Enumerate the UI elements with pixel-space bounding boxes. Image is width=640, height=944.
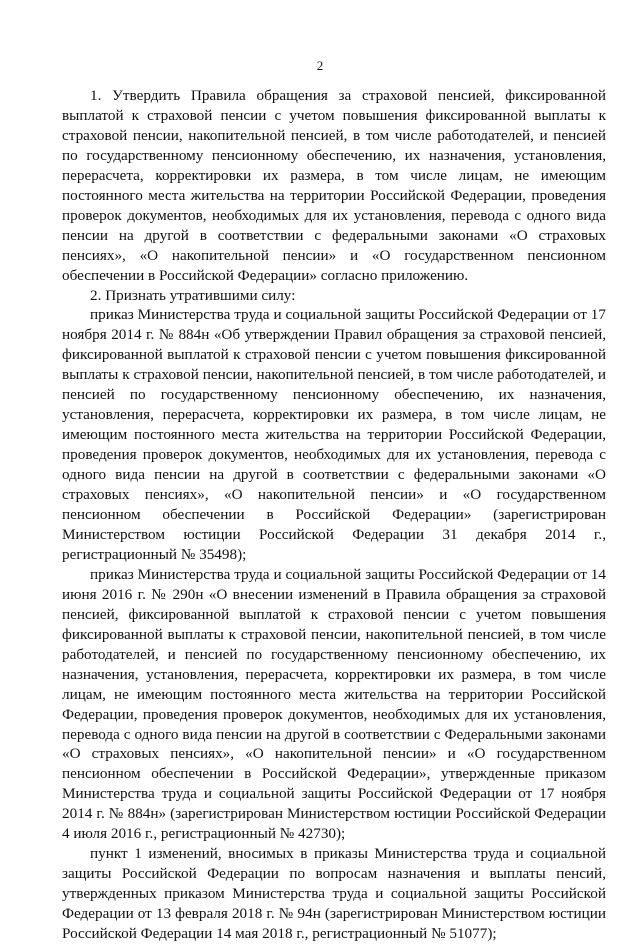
paragraph-order-290n: приказ Министерства труда и социальной защиты Российской Федерации от 14 июня 2016 г. № 290н «О внесении изменений в Правила обращения за страховой пенсией, фиксированной выплатой к страховой пенсии с учетом повышения фиксированной выплаты к страховой пенсии, накопительной пенсией, в том числе работодателей, и пенсией по государственному пенсионному обеспечению, их назначения, установления, перерасчета, корректировки их размера, в том числе лицам, не имеющим постоянного места жительства на территории Российской Федерации, проведения проверок документов, необходимых для их установления, перевода с одного вида пенсии на другой в соответствии с Федеральными законами «О страховых пенсиях», «О накопительной пенсии» и «О государственном пенсионном обеспечении в Российской Федерации», утвержденные приказом Министерства труда и социальной защиты Российской Федерации от 17 ноября 2014 г. № 884н» (зарегистрирован Министерством юстиции Российской Федерации 4 июля 2016 г., регистрационный № 42730);: [62, 565, 606, 843]
paragraph-repeal-heading: 2. Признать утратившими силу:: [90, 286, 296, 304]
document-body: [62, 86, 606, 944]
paragraph-approve-rules: 1. Утвердить Правила обращения за страховой пенсией, фиксированной выплатой к страховой пенсии с учетом повышения фиксированной выплаты к страховой пенсии, накопительной пенсией, в том числе работодателей, и пенсией по государственному пенсионному обеспечению, их назначения, установления, перерасчета, корректировки их размера, в том числе лицам, не имеющим постоянного места жительства на территории Российской Федерации, проведения проверок документов, необходимых для их установления, перевода с одного вида пенсии на другой в соответствии с федеральными законами «О страховых пенсиях», «О накопительной пенсии» и «О государственном пенсионном обеспечении в Российской Федерации» согласно приложению.: [62, 87, 606, 284]
paragraph-order-884n: приказ Министерства труда и социальной защиты Российской Федерации от 17 ноября 2014 г. № 884н «Об утверждении Правил обращения за страховой пенсией, фиксированной выплатой к страховой пенсии с учетом повышения фиксированной выплаты к страховой пенсии, накопительной пенсией, в том числе работодателей, и пенсией по государственному пенсионному обеспечению, их назначения, установления, перерасчета, корректировки их размера, в том числе лицам, не имеющим постоянного места жительства на территории Российской Федерации, проведения проверок документов, необходимых для их установления, перевода с одного вида пенсии на другой в соответствии с федеральными законами «О страховых пенсиях», «О накопительной пенсии» и «О государственном пенсионном обеспечении в Российской Федерации» (зарегистрирован Министерством юстиции Российской Федерации 31 декабря 2014 г., регистрационный № 35498);: [62, 306, 606, 563]
paragraph-order-94n-item: пункт 1 изменений, вносимых в приказы Министерства труда и социальной защиты Российской Федерации по вопросам назначения и выплаты пенсий, утвержденных приказом Министерства труда и социальной защиты Российской Федерации от 13 февраля 2018 г. № 94н (зарегистрирован Министерством юстиции Российской Федерации 14 мая 2018 г., регистрационный № 51077);: [62, 845, 606, 943]
page-number: 2: [316, 58, 324, 73]
